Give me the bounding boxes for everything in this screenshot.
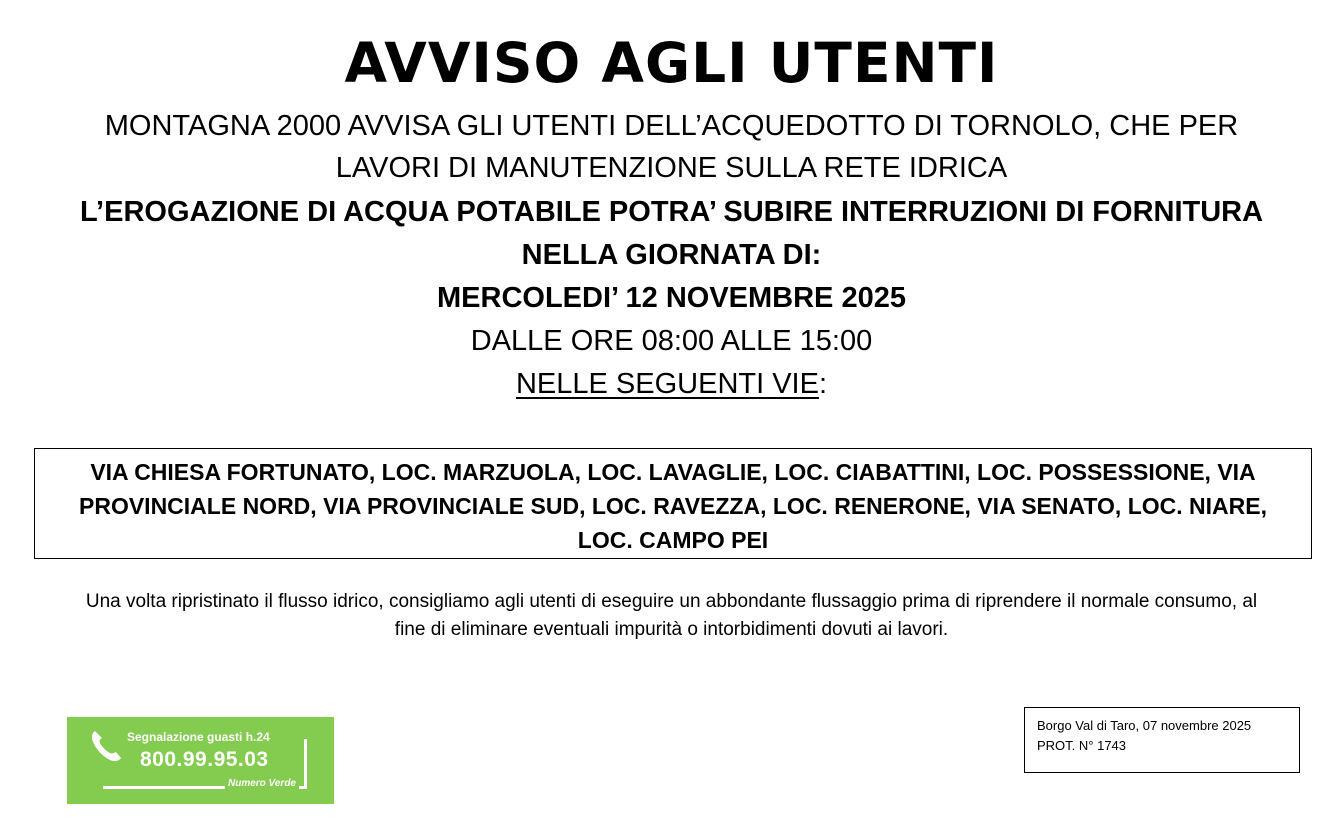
notice-title: AVVISO AGLI UTENTI (344, 31, 999, 95)
streets-heading-text: NELLE SEGUENTI VIE (515, 368, 819, 400)
advice-text: Una volta ripristinato il flusso idrico, consigliamo agli utenti di eseguire un abbondante flussaggio prima di riprendere il normale consumo, al fine di eliminare eventuali impurità o intorbidimenti dovuti ai lavori. (85, 591, 1258, 640)
interruption-hours: DALLE ORE 08:00 ALLE 15:00 (470, 325, 873, 357)
streets-heading-colon: : (818, 368, 828, 400)
phone-handset-icon (87, 727, 127, 767)
toll-free-number: 800.99.95.03 (140, 748, 269, 771)
intro-line-2: LAVORI DI MANUTENZIONE SULLA RETE IDRICA (335, 152, 1008, 184)
badge-label-top: Segnalazione guasti h.24 (124, 730, 273, 744)
interruption-date: MERCOLEDI’ 12 NOVEMBRE 2025 (437, 282, 906, 314)
streets-list-box (34, 448, 1312, 559)
interruption-line: L’EROGAZIONE DI ACQUA POTABILE POTRA’ SUBIRE INTERRUZIONI DI FORNITURA (79, 196, 1264, 228)
day-label: NELLA GIORNATA DI: (521, 239, 822, 271)
place-date: Borgo Val di Taro, 07 novembre 2025 (1037, 718, 1252, 733)
protocol-number: PROT. N° 1743 (1037, 738, 1127, 753)
intro-line-1: MONTAGNA 2000 AVVISA GLI UTENTI DELL’ACQUEDOTTO DI TORNOLO, CHE PER (104, 110, 1239, 142)
streets-heading (0, 366, 1343, 402)
toll-free-badge (67, 717, 334, 804)
protocol-box (1024, 707, 1300, 773)
streets-list: VIA CHIESA FORTUNATO, LOC. MARZUOLA, LOC. LAVAGLIE, LOC. CIABATTINI, LOC. POSSESSIONE, VIA PROVINCIALE NORD, VIA PROVINCIALE SUD, LOC. RAVEZZA, LOC. RENERONE, VIA SENATO, LOC. NIARE, LOC. CAMPO PEI (79, 459, 1267, 553)
badge-label-bottom: Numero Verde (225, 778, 299, 789)
